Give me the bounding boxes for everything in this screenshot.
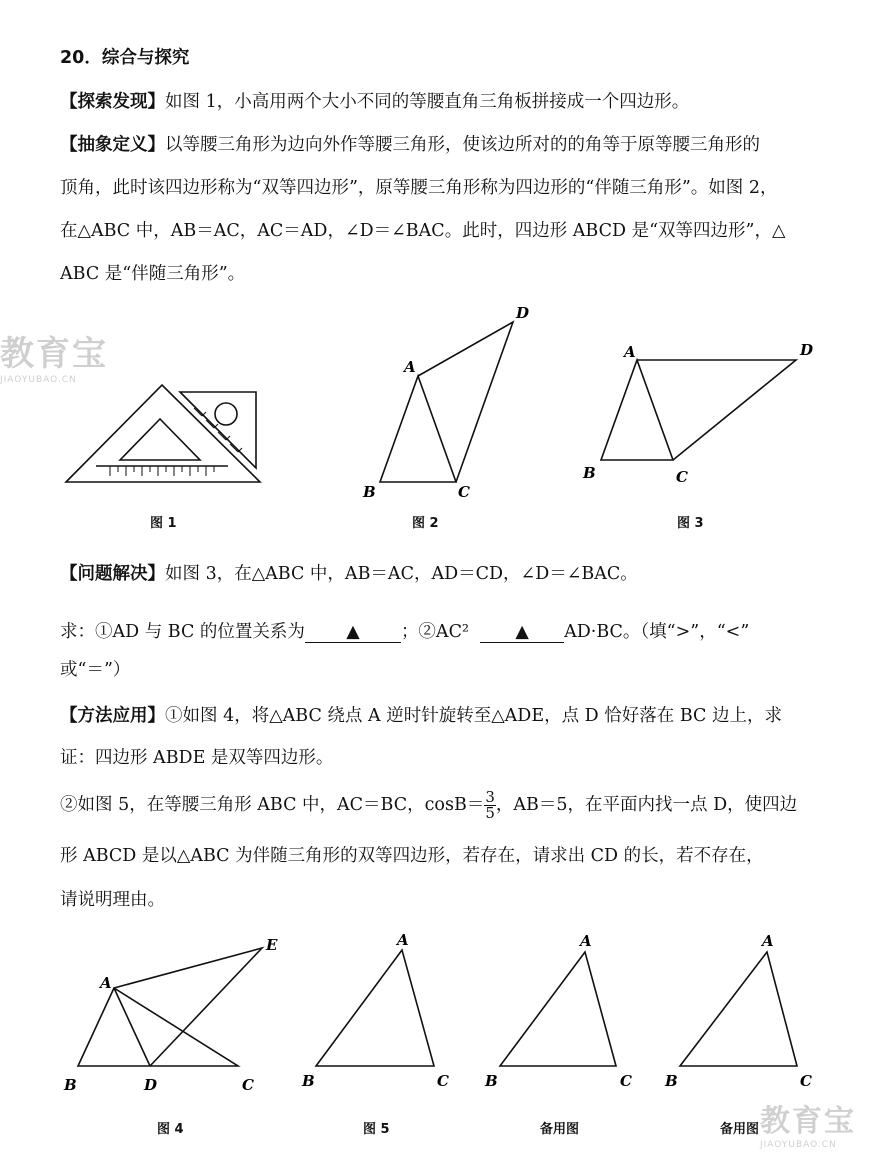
spare-figure-2-triangle [680,952,797,1066]
set-square-circle-hole [215,403,237,425]
define-tag: 【抽象定义】 [60,135,165,155]
watermark-brand: 教育宝 [0,334,108,374]
apply-text-1: ①如图 4，将△ABC 绕点 A 逆时针旋转至△ADE，点 D 恰好落在 BC 边上，求 [165,706,782,726]
apply-line-4: 形 ABCD 是以△ABC 为伴随三角形的双等四边形，若存在，请求出 CD 的长，若不存在， [60,846,764,866]
fig2-triangle-abc [380,376,456,482]
caption-figure-1: 图 1 [150,516,177,531]
fig3-label-c: C [676,468,688,486]
watermark-domain-2: JIAOYUBAO.CN [760,1140,837,1150]
small-set-square [180,392,256,468]
caption-figure-5: 图 5 [363,1122,390,1137]
fig5-label-b: B [302,1072,315,1090]
fig2-label-d: D [516,304,530,322]
apply-tag: 【方法应用】 [60,706,165,726]
caption-spare-1: 备用图 [540,1122,580,1137]
fig4-label-c: C [242,1076,254,1094]
blank-2-mark: ▲ [515,622,529,642]
figure-4 [78,948,262,1066]
apply-line-2: 证：四边形 ABDE 是双等四边形。 [60,748,334,768]
answer-blank-1 [305,622,401,643]
spare-figure-1-triangle [500,952,616,1066]
question-suffix: AD·BC。（填“>”，“<” [564,622,750,642]
define-text-1: 以等腰三角形为边向外作等腰三角形，使该边所对的的角等于原等腰三角形的 [165,135,760,155]
question-prefix: 求：①AD 与 BC 的位置关系为 [60,622,305,642]
fig3-label-b: B [583,464,596,482]
apply-line-5: 请说明理由。 [60,890,165,910]
cos-fraction [484,790,496,821]
fig4-label-e: E [266,936,278,954]
spare1-label-b: B [485,1072,498,1090]
watermark-domain: JIAOYUBAO.CN [0,375,77,385]
question-mid: ；②AC² [400,622,469,642]
set-square-hole [120,419,200,460]
fig2-label-b: B [363,483,376,501]
caption-figure-4: 图 4 [157,1122,184,1137]
fig3-triangle-acd [637,360,796,460]
define-line-4: ABC 是“伴随三角形”。 [60,264,246,284]
solve-text: 如图 3，在△ABC 中，AB＝AC，AD＝CD，∠D＝∠BAC。 [165,564,638,584]
explore-text: 如图 1，小高用两个大小不同的等腰直角三角板拼接成一个四边形。 [165,92,690,112]
fig4-label-b: B [64,1076,77,1094]
spare1-label-c: C [620,1072,632,1090]
spare2-label-c: C [800,1072,812,1090]
fraction-denominator: 5 [485,804,495,822]
problem-title: 20．综合与探究 [60,48,190,68]
fig4-label-a: A [100,974,112,992]
explore-tag: 【探索发现】 [60,92,165,112]
apply-text-3b: ，AB＝5，在平面内找一点 D，使四边 [495,795,798,815]
apply-line-1 [60,702,782,727]
watermark-brand-2: 教育宝 [760,1104,856,1139]
fig4-triangle-ade [114,948,262,1066]
define-line-3: 在△ABC 中，AB＝AC，AC＝AD，∠D＝∠BAC。此时，四边形 ABCD 是“双等四边形”，△ [60,221,786,241]
solve-paragraph [60,560,638,585]
fig2-label-a: A [404,358,416,376]
solve-tag: 【问题解决】 [60,564,165,584]
fig2-triangle-acd [418,322,513,482]
caption-spare-2: 备用图 [720,1122,760,1137]
apply-text-3a: ②如图 5，在等腰三角形 ABC 中，AC＝BC，cosB＝ [60,795,485,815]
fraction-numerator: 3 [485,788,495,806]
fig2-label-c: C [458,483,470,501]
figure-5-triangle [316,950,434,1066]
fig4-label-d: D [144,1076,158,1094]
spare2-label-a: A [762,932,774,950]
fig5-label-c: C [437,1072,449,1090]
fig5-label-a: A [397,931,409,949]
large-set-square [66,385,260,482]
spare2-label-b: B [665,1072,678,1090]
solve-question-line [60,618,749,643]
fig3-label-a: A [624,343,636,361]
figure-2 [380,322,513,482]
caption-figure-2: 图 2 [412,516,439,531]
spare1-label-a: A [580,932,592,950]
watermark-bottom-right [760,1096,856,1150]
caption-figure-3: 图 3 [677,516,704,531]
fig3-label-d: D [800,341,814,359]
define-line-2: 顶角，此时该四边形称为“双等四边形”，原等腰三角形称为四边形的“伴随三角形”。如图 2， [60,178,778,198]
apply-line-3 [60,790,797,821]
solve-question-line-2: 或“＝”） [60,660,131,680]
blank-1-mark: ▲ [346,622,360,642]
answer-blank-2 [480,622,564,643]
fig3-triangle-abc [601,360,673,460]
figure-3 [601,360,796,460]
